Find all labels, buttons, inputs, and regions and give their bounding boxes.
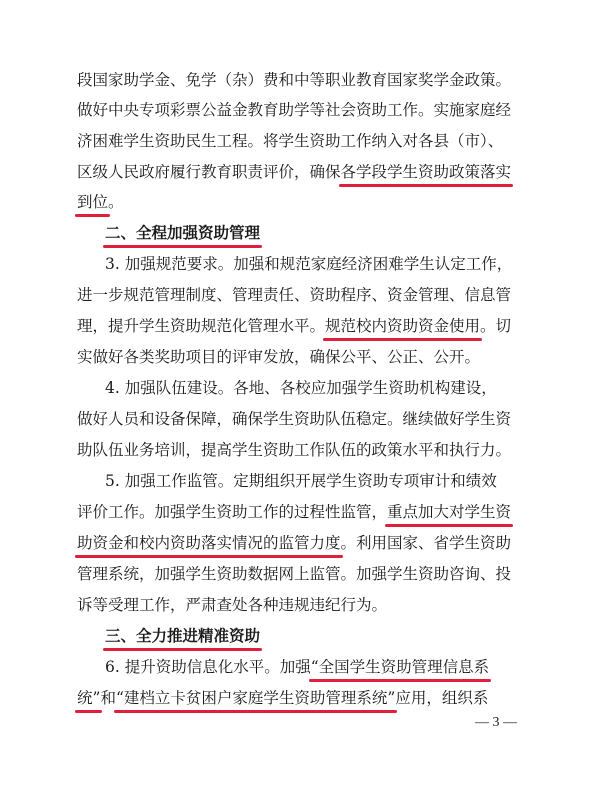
text-line bbox=[77, 440, 511, 460]
text-run: 助队伍业务培训，提高学生资助工作队伍的政策水平和执行力。 bbox=[77, 441, 512, 459]
text-line bbox=[77, 533, 511, 553]
text-run: 进一步规范管理制度、管理责任、资助程序、资金管理、信息管 bbox=[77, 286, 512, 304]
highlighted-phrase: 助资金和校内资助落实情况的监管力度 bbox=[77, 534, 341, 552]
text-line bbox=[77, 595, 387, 615]
page-number: — 3 — bbox=[475, 715, 517, 730]
text-line bbox=[77, 162, 511, 182]
text-run: 。利用国家、省学生资助 bbox=[340, 534, 512, 552]
text-run: 和 bbox=[100, 689, 116, 707]
highlighted-phrase: 统” bbox=[77, 689, 101, 707]
text-line bbox=[105, 471, 497, 491]
highlighted-phrase: 三、全力推进精准资助 bbox=[105, 627, 261, 645]
highlighted-phrase: “建档立卡贫困户家庭学生资助管理系统” bbox=[115, 689, 396, 707]
highlighted-phrase: 二、全程加强资助管理 bbox=[105, 224, 261, 242]
text-run: 5. 加强工作监管。定期组织开展学生资助专项审计和绩效 bbox=[105, 472, 497, 490]
text-run: 4. 加强队伍建设。各地、各校应加强学生资助机构建设， bbox=[105, 379, 497, 397]
text-line bbox=[77, 564, 511, 584]
text-run: 3. 加强规范要求。加强和规范家庭经济困难学生认定工作， bbox=[105, 255, 513, 273]
text-line bbox=[77, 347, 480, 367]
text-run: 区级人民政府履行教育职责评价，确保 bbox=[77, 163, 341, 181]
text-line bbox=[105, 378, 497, 398]
text-run: 。 bbox=[108, 193, 124, 211]
text-line bbox=[77, 131, 503, 151]
highlighted-phrase: 规范校内资助资金使用 bbox=[325, 317, 481, 335]
text-run: 。切 bbox=[480, 317, 512, 335]
text-line bbox=[77, 688, 488, 708]
text-line bbox=[77, 409, 511, 429]
text-run: 段国家助学金、免学（杂）费和中等职业教育国家奖学金政策。 bbox=[77, 71, 512, 89]
text-line bbox=[77, 100, 511, 120]
text-run: 评价工作。加强学生资助工作的过程性监管， bbox=[77, 503, 388, 521]
text-run: 管理系统，加强学生资助数据网上监管。加强学生资助咨询、投 bbox=[77, 565, 512, 583]
text-line bbox=[77, 502, 511, 522]
highlighted-phrase: 到位 bbox=[77, 193, 109, 211]
text-run: 做好中央专项彩票公益金教育助学等社会资助工作。实施家庭经 bbox=[77, 101, 512, 119]
text-line bbox=[77, 192, 124, 212]
text-run: 诉等受理工作，严肃查处各种违规违纪行为。 bbox=[77, 596, 388, 614]
text-run: 应用，组织系 bbox=[395, 689, 489, 707]
text-run: 实做好各类奖助项目的评审发放，确保公平、公正、公开。 bbox=[77, 348, 481, 366]
text-run: 济困难学生资助民生工程。将学生资助工作纳入对各县（市）、 bbox=[77, 132, 504, 150]
highlighted-phrase: 重点加大对学生资 bbox=[387, 503, 512, 521]
text-line bbox=[105, 657, 489, 677]
text-line bbox=[77, 316, 511, 336]
text-run: 6. 提升资助信息化水平。加强 bbox=[105, 658, 311, 676]
highlighted-phrase: “全国学生资助管理信息系 bbox=[310, 658, 490, 676]
section-heading bbox=[105, 223, 260, 243]
text-line bbox=[105, 254, 512, 274]
text-line bbox=[77, 70, 511, 90]
text-run: 做好人员和设备保障，确保学生资助队伍稳定。继续做好学生资 bbox=[77, 410, 512, 428]
text-line bbox=[77, 285, 511, 305]
highlighted-phrase: 各学段学生资助政策落实 bbox=[340, 163, 512, 181]
text-run: 理，提升学生资助规范化管理水平。 bbox=[77, 317, 326, 335]
section-heading bbox=[105, 626, 260, 646]
